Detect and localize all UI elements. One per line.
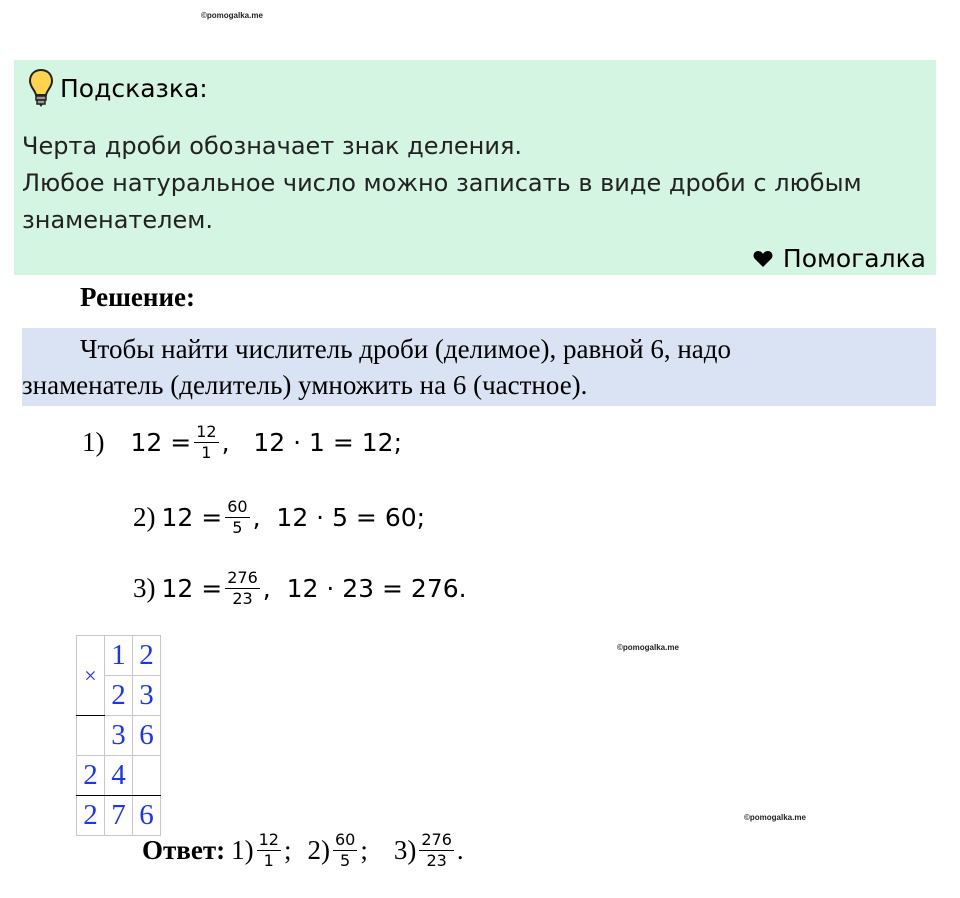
fraction: [419, 830, 454, 871]
grid-cell: 6: [133, 716, 161, 756]
solution-item-3: [133, 568, 467, 609]
fraction: [225, 568, 260, 609]
fraction: [225, 497, 249, 538]
hint-title-text: Подсказка:: [60, 73, 208, 103]
solution-heading: Решение:: [80, 282, 195, 312]
grid-row: [77, 716, 161, 756]
item-whole: 12 =: [161, 503, 223, 532]
fraction: [257, 830, 281, 871]
hint-brand: [753, 244, 926, 273]
solution-item-2: [133, 497, 425, 538]
multiply-sign: ×: [77, 636, 105, 716]
answer-separator: ;: [283, 835, 292, 865]
fraction-denominator: 5: [340, 851, 351, 870]
lightbulb-icon: [28, 68, 54, 108]
item-whole: 12 =: [130, 428, 192, 457]
fraction-numerator: 60: [334, 830, 356, 849]
hint-line: знаменателем.: [22, 206, 214, 234]
item-calc: , 12 · 23 = 276.: [262, 574, 467, 603]
answer-label: Ответ:: [142, 835, 226, 865]
fraction: [333, 830, 357, 871]
grid-row: [77, 756, 161, 796]
grid-cell: 2: [77, 756, 105, 796]
fraction: [194, 422, 218, 463]
grid-cell: 2: [105, 676, 133, 716]
hint-body: [22, 128, 862, 239]
answer-prefix: 1): [231, 835, 254, 865]
solution-line: Чтобы найти числитель дроби (делимое), равной 6, надо: [80, 334, 732, 364]
answer-line: [142, 830, 464, 871]
fraction-denominator: 23: [232, 589, 253, 608]
brand-name: Помогалка: [782, 244, 926, 273]
fraction-denominator: 1: [263, 851, 274, 870]
item-calc: , 12 · 1 = 12;: [221, 428, 402, 457]
answer-separator: .: [456, 835, 464, 865]
grid-cell: 4: [105, 756, 133, 796]
answer-prefix: 2): [307, 835, 330, 865]
grid-cell: 2: [133, 636, 161, 676]
grid-cell: [77, 716, 105, 756]
grid-cell: 3: [133, 676, 161, 716]
fraction-numerator: 12: [258, 830, 279, 849]
item-label: 1): [82, 427, 105, 457]
hint-line: Любое натуральное число можно записать в виде дроби с любым: [22, 169, 862, 197]
fraction-denominator: 1: [201, 443, 212, 462]
fraction-denominator: 23: [426, 851, 447, 870]
grid-row: [77, 636, 161, 676]
item-calc: , 12 · 5 = 60;: [252, 503, 426, 532]
grid-cell: 6: [133, 796, 161, 836]
fraction-denominator: 5: [232, 518, 243, 537]
hint-title: [28, 68, 208, 108]
answer-separator: ;: [360, 835, 368, 865]
grid-cell: 3: [105, 716, 133, 756]
item-label: 3): [133, 573, 156, 603]
watermark: ©pomogalka.me: [744, 813, 806, 822]
fraction-numerator: 276: [421, 830, 452, 849]
grid-cell: 1: [105, 636, 133, 676]
hint-line: Черта дроби обозначает знак деления.: [22, 132, 523, 160]
solution-text: [22, 331, 731, 403]
grid-cell: 2: [77, 796, 105, 836]
watermark: ©pomogalka.me: [617, 643, 679, 652]
watermark: ©pomogalka.me: [201, 11, 263, 20]
answer-prefix: 3): [393, 835, 417, 865]
grid-cell: [133, 756, 161, 796]
hint-box: [14, 60, 936, 275]
fraction-numerator: 276: [227, 568, 258, 587]
solution-line: знаменатель (делитель) умножить на 6 (частное).: [22, 370, 588, 400]
item-label: 2): [133, 502, 156, 532]
grid-cell: 7: [105, 796, 133, 836]
solution-item-1: [82, 422, 402, 463]
solution-box: [22, 328, 936, 406]
column-multiplication: [76, 635, 161, 836]
heart-icon: [753, 250, 773, 268]
item-whole: 12 =: [161, 574, 223, 603]
fraction-numerator: 60: [227, 497, 248, 516]
fraction-numerator: 12: [196, 422, 217, 441]
